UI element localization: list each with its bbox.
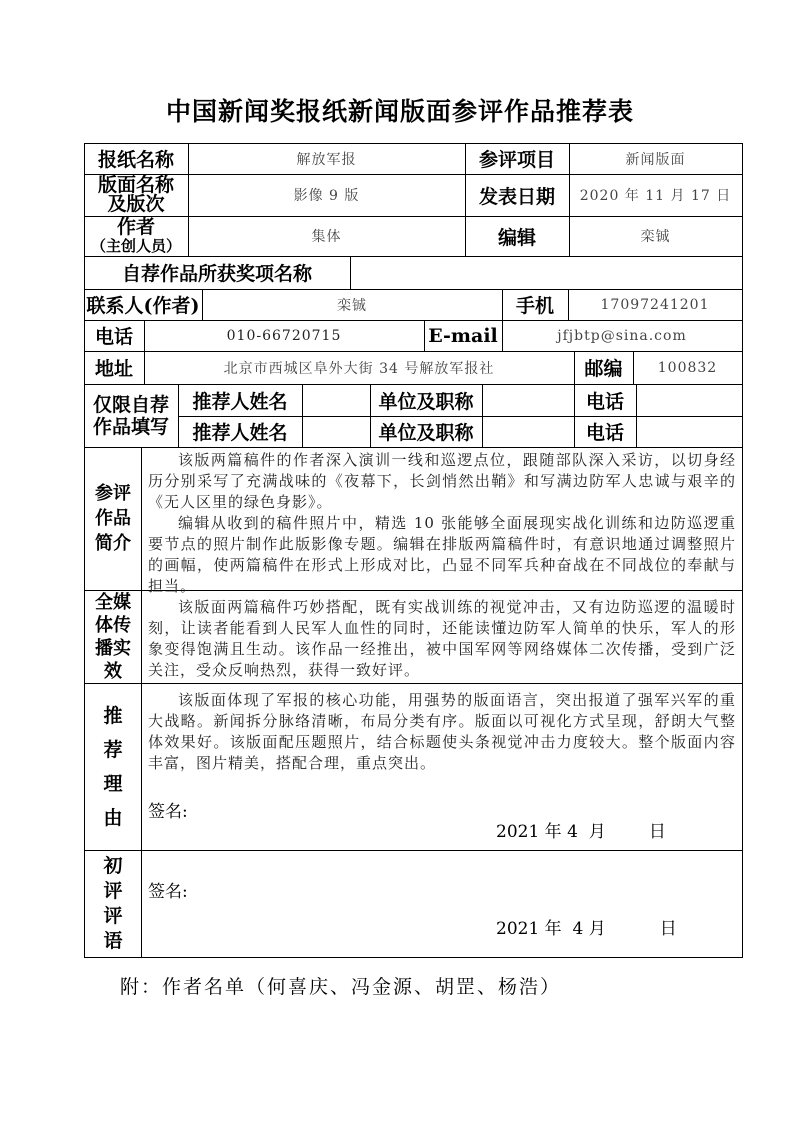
page-name-label-line1: 版面名称 <box>97 174 174 196</box>
recommender-name-label: 推荐人姓名 <box>192 422 288 444</box>
review-label: 初评评语 <box>103 854 123 952</box>
reason-signature-label: 签名: <box>148 802 188 822</box>
self-recommend-label <box>84 384 178 447</box>
review-signature-label: 签名: <box>148 882 188 902</box>
col-divider <box>302 384 303 447</box>
postcode-label: 邮编 <box>584 358 623 380</box>
address-label: 地址 <box>94 358 133 380</box>
row-divider <box>84 850 743 851</box>
table-border-right <box>742 143 743 958</box>
pub-date-label: 发表日期 <box>478 185 555 208</box>
media-text <box>148 597 736 681</box>
unit-title-label: 单位及职称 <box>378 390 474 413</box>
reason-date: 2021 年 4 月 日 <box>496 822 666 842</box>
author-value: 集体 <box>311 229 342 245</box>
category-label: 参评项目 <box>478 149 555 171</box>
author-label-line1: 作者 <box>116 216 155 238</box>
recommender-name-label: 推荐人姓名 <box>192 390 288 413</box>
pub-date-value: 2020 年 11 月 17 日 <box>579 188 732 204</box>
intro-paragraph: 该版两篇稿件的作者深入演训一线和巡逻点位，跟随部队深入采访，以切身经历分别采写了充满战味的《夜幕下，长剑悄然出鞘》和写满边防军人忠诚与艰辛的《无人区里的绿色身影》。 <box>148 451 736 511</box>
author-label <box>84 216 188 256</box>
contact-label: 联系人(作者) <box>86 295 200 317</box>
col-divider <box>482 384 483 447</box>
page-title: 中国新闻奖报纸新闻版面参评作品推荐表 <box>165 97 634 126</box>
recommender-phone-label: 电话 <box>585 390 624 413</box>
postcode-value: 100832 <box>657 359 718 376</box>
intro-text <box>148 450 736 597</box>
awards-label: 自荐作品所获奖项名称 <box>121 263 312 285</box>
media-paragraph: 该版面两篇稿件巧妙搭配，既有实战训练的视觉冲击，又有边防巡逻的温暖时刻，让读者能看到人民军人血性的同时，还能读懂边防军人简单的快乐，军人的形象变得饱满且生动。该作品一经推出，被中国军网等网络媒体二次传播，受到广泛关注，受众反响热烈，获得一致好评。 <box>148 598 736 679</box>
mobile-label: 手机 <box>515 295 554 317</box>
newspaper-name-value: 解放军报 <box>296 151 357 168</box>
mobile-value: 17097241201 <box>600 296 710 313</box>
review-date: 2021 年 4 月 日 <box>496 919 677 939</box>
email-label: E-mail <box>428 324 498 347</box>
contact-value: 栾铖 <box>337 297 367 314</box>
col-divider <box>141 447 142 958</box>
page-name-label-line2: 及版次 <box>107 193 165 215</box>
table-border-bottom <box>84 957 743 958</box>
editor-value: 栾铖 <box>640 229 671 245</box>
self-recommend-label-line2: 作品填写 <box>92 415 169 438</box>
phone-label: 电话 <box>94 326 133 348</box>
media-label: 全媒体传播实效 <box>95 591 131 682</box>
reason-label: 推荐理由 <box>103 704 123 829</box>
email-value: jfjbtp@sina.com <box>557 327 687 344</box>
reason-paragraph: 该版面体现了军报的核心功能，用强势的版面语言，突出报道了强军兴军的重大战略。新闻拆分脉络清晰，布局分类有序。版面以可视化方式呈现，舒朗大气整体效果好。该版面配压题照片，结合标题使头条视觉冲击力度较大。整个版面内容丰富，图片精美，搭配合理，重点突出。 <box>148 691 736 772</box>
newspaper-name-label: 报纸名称 <box>97 149 174 171</box>
author-label-line2: （主创人员） <box>90 236 181 255</box>
category-value: 新闻版面 <box>625 151 686 168</box>
row-divider <box>84 447 743 448</box>
recommender-phone-label: 电话 <box>585 422 624 444</box>
row-divider <box>84 683 743 684</box>
col-divider <box>636 384 637 447</box>
intro-label: 参评作品简介 <box>95 483 131 554</box>
page-name-value: 影像 9 版 <box>293 188 360 204</box>
self-recommend-label-line1: 仅限自荐 <box>92 393 169 416</box>
unit-title-label: 单位及职称 <box>378 422 474 444</box>
phone-value: 010-66720715 <box>226 327 342 344</box>
address-value: 北京市西城区阜外大街 34 号解放军报社 <box>223 360 495 377</box>
page-name-label <box>84 174 188 216</box>
intro-paragraph: 编辑从收到的稿件照片中，精选 10 张能够全面展现实战化训练和边防巡逻重要节点的照片制作此版影像专题。编辑在排版两篇稿件时，有意识地通过调整照片的画幅，使两篇稿件在形式上形成对比，凸显不同军兵种奋战在不同战位的奉献与担当。 <box>148 514 736 595</box>
author-list-footnote: 附：作者名单（何喜庆、冯金源、胡罡、杨浩） <box>120 976 562 998</box>
awards-value <box>350 256 742 289</box>
reason-text <box>148 690 736 774</box>
editor-label: 编辑 <box>497 226 536 249</box>
